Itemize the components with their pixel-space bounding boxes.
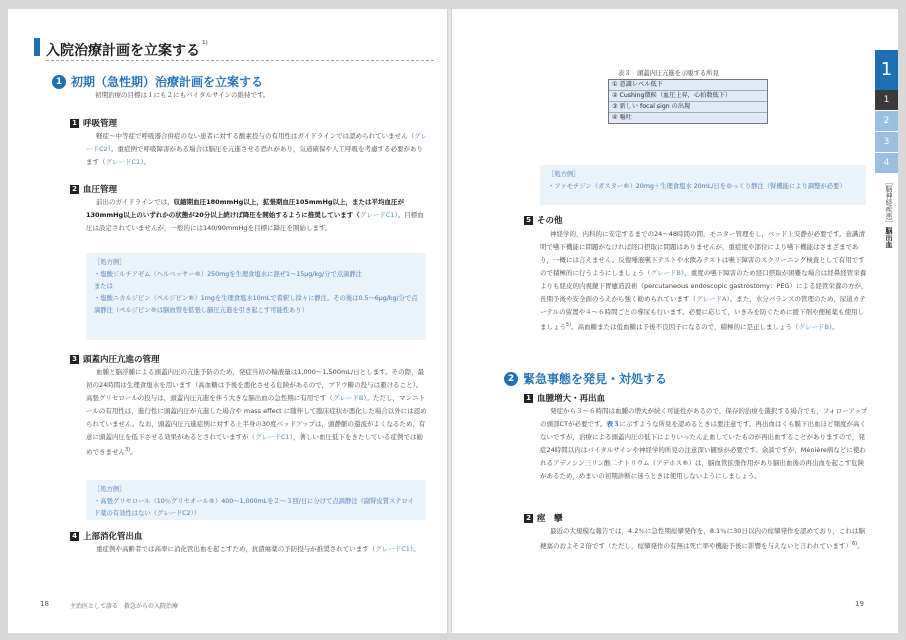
other-text: 神経学的，内科的に安定するまでの24〜48時間の間，モニター管理をし，ベッド上安静が必要です。意識清明で嚥下機能に問題がなければ経口摂取に問題はありませんが，重症度や部位により嚥下機能はさまざまであり，一概には言えません。反復唾液嚥下テストや水飲みテストは嚥下障害のスクリーニング検査として有用ですので積極的に行うようにしましょう（グレードB）。重度の嚥下障害のため経口摂取が困難な場合は経鼻経管栄養よりも経皮的内視鏡下胃瘻造設術（percutaneous endoscopic gastrostomy：PEG）による経管栄養の方が，長期予後や安全面のうえから強く勧められています（グレードA）。また，水分バランスの管理のため，尿道カテーテルの留置や４〜６時間ごとの導尿も行います。必要に応じて，いきみを防ぐために緩下剤や便秘薬も使用しましょう$^{5)}$。高血糖または低血糖は予後不良因子になるので，積極的に是正しましょう（グレードB）。 — [540, 230, 868, 332]
bp-prescription-box — [86, 253, 426, 340]
chapter-tab[interactable]: 1 — [875, 50, 898, 90]
left-running-footer: 主治医として診る 救急からの入院治療 — [70, 603, 179, 610]
title-underline — [46, 60, 434, 61]
sub-seizure-heading: 2 痙 攣 — [524, 512, 563, 524]
bp-text: 前出のガイドラインでは，収縮期血圧180mmHg以上，拡張期血圧105mmHg以上，または平均血圧が130mmHg以上のいずれかの状態が20分以上続けば降圧を開始するように推奨しています（グレードC1）。目標血圧は設定されていませんが，一般的には140/90mmHgを目標に降圧を開始します。 — [86, 198, 424, 232]
section-tab-4[interactable]: 4 — [875, 153, 898, 173]
section-1-intro: 初期治療の目標は１にも２にもバイタルサインの維持です。 — [95, 91, 270, 99]
table3 — [608, 79, 768, 124]
rx-diltiazem: ・塩酸ジルチアゼム（ヘルベッサー®）250mgを生理食塩水に混ぜ1〜15μg/kg/分で点滴静注 — [94, 271, 362, 278]
section-1-heading: 1 初期（急性期）治療計画を立案する — [52, 73, 263, 90]
sub-icp-heading: 3 頭蓋内圧亢進の管理 — [70, 353, 160, 365]
title-bar — [34, 38, 40, 56]
right-page-number: 19 — [855, 600, 864, 608]
sub-respiratory-heading: 1 呼吸管理 — [70, 117, 117, 129]
gi-text: 重症例や高齢者では高率に消化管出血を起こすため，抗潰瘍薬の予防投与が推奨されています（グレードC1）。 — [96, 545, 420, 553]
sub-hematoma-heading: 1 血腫増大・再出血 — [524, 392, 605, 404]
icp-prescription-box — [86, 480, 426, 520]
table3-row: ③ 新しい focal sign の出現 — [609, 102, 767, 113]
table3-row: ④ 嘔吐 — [612, 114, 632, 121]
section-tab-1[interactable]: 1 — [875, 90, 898, 110]
table3-title: 表３ 頭蓋内圧亢進を示唆する所見 — [618, 70, 719, 77]
rx-glycerol: ・高張グリセロール（10％グリセオール®）400〜1,000mLを２〜３回/日に分けて点滴静注（副腎皮質ステロイド薬の有効性はない（グレードC2）） — [94, 498, 414, 517]
sub-other-heading: 5 その他 — [524, 214, 563, 226]
sub-gi-heading: 4 上部消化管出血 — [70, 530, 143, 542]
rx-label: ［処方例］ — [94, 259, 126, 266]
rx-famotidine: ・ファモチジン（ガスター®）20mg＋生理食塩水 20mL/日をゆっくり静注（腎機能により調整が必要） — [548, 183, 846, 190]
table3-row: ② Cushing徴候（血圧上昇，心拍数低下） — [609, 91, 767, 102]
rx-or: または — [94, 283, 113, 290]
respiratory-text: 軽症〜中等症で呼吸器合併症のない患者に対する酸素投与の有用性はガイドラインでは認められていません（グレードC2）。重症例で呼吸障害がある場合は脳圧を亢進させる恐れがあり，気道確保や人工呼吸を考慮する必要があります（グレードC1）。 — [86, 132, 428, 166]
icp-text: 血腫と脳浮腫による頭蓋内圧の亢進予防のため，発症当初の輸液量は1,000〜1,500mL/日とします。その際，最初の24時間は生理食塩水を用います（高血糖は予後を悪化させる危険があるので，ブドウ糖の投与は避けること）。高張グリセロールの投与は，頭蓋内圧亢進を伴う大きな脳出血の急性期に有用です（グレードB）。ただし，マンニトールの有用性は，進行性に頭蓋内圧が亢進した場合や mass effect に随伴して臨床症状が悪化した場合以外には認められていません。なお，頭蓋内圧亢進症例に対する上半身の30度ベッドアップは，頭静脈の還流がよくなるため，有意に頭蓋内圧を低下させる効果があるとされていますが（グレードC1），著しい血圧低下をきたしている症例では勧めできません$^{3)}$。 — [86, 368, 427, 457]
side-category-label: ［脳神経疾患］脳出血 — [885, 178, 893, 248]
section-2-heading: 2 緊急事態を発見・対処する — [504, 370, 667, 387]
table3-row: ① 意識レベル低下 — [609, 80, 767, 91]
left-page-number: 18 — [40, 600, 49, 608]
section-tab-3[interactable]: 3 — [875, 132, 898, 152]
rx-label: ［処方例］ — [548, 171, 580, 178]
gi-prescription-box — [540, 165, 866, 205]
rx-nicardipine: ・塩酸ニカルジピン（ペルジピン®）1mgを生理食塩水10mLで希釈し徐々に静注。その後は0.5〜6μg/kg/分で点滴静注（ペルジピン®は脳血管を拡張し脳圧亢進を引き起こす可能性あり） — [94, 295, 418, 314]
rx-label: ［処方例］ — [94, 486, 126, 493]
seizure-text: 最近の大規模な報告では，4.2％に急性期痙攣発作を，8.1％に30日以内の痙攣発作を認めており，これは脳梗塞のおよそ２倍です（ただし，痙攣発作の有無は死亡率や機能予後に影響を与えないと言われています）$^{6)}$。 — [540, 527, 865, 551]
section-tab-2[interactable]: 2 — [875, 111, 898, 131]
page-title: 入院治療計画を立案する $^{1)}$ — [46, 40, 208, 59]
hematoma-text: 発症から３〜６時間は血腫の増大が続く可能性があるので，保存的治療を選択する場合でも，フォローアップの頭部CTが必要です。表３に示すような所見を認めるときは要注意です。再出血はくも膜下出血ほど頻度が高くないですが，治療による頭蓋内圧の低下によりいったん止血していたものが再出血することがありますので，発症24時間以内はバイタルサインや神経学的所見の注意深い観察が必要です。余談ですが，Ménière病などに使われるアデノシン三リン酸二ナトリウム（アデホス®）は，脳血管拡張作用があり脳出血後の再出血を起こす危険があるため，めまいの初期診断に迷うときは使用しないようにしましょう。 — [540, 407, 868, 480]
sub-bp-heading: 2 血圧管理 — [70, 183, 117, 195]
